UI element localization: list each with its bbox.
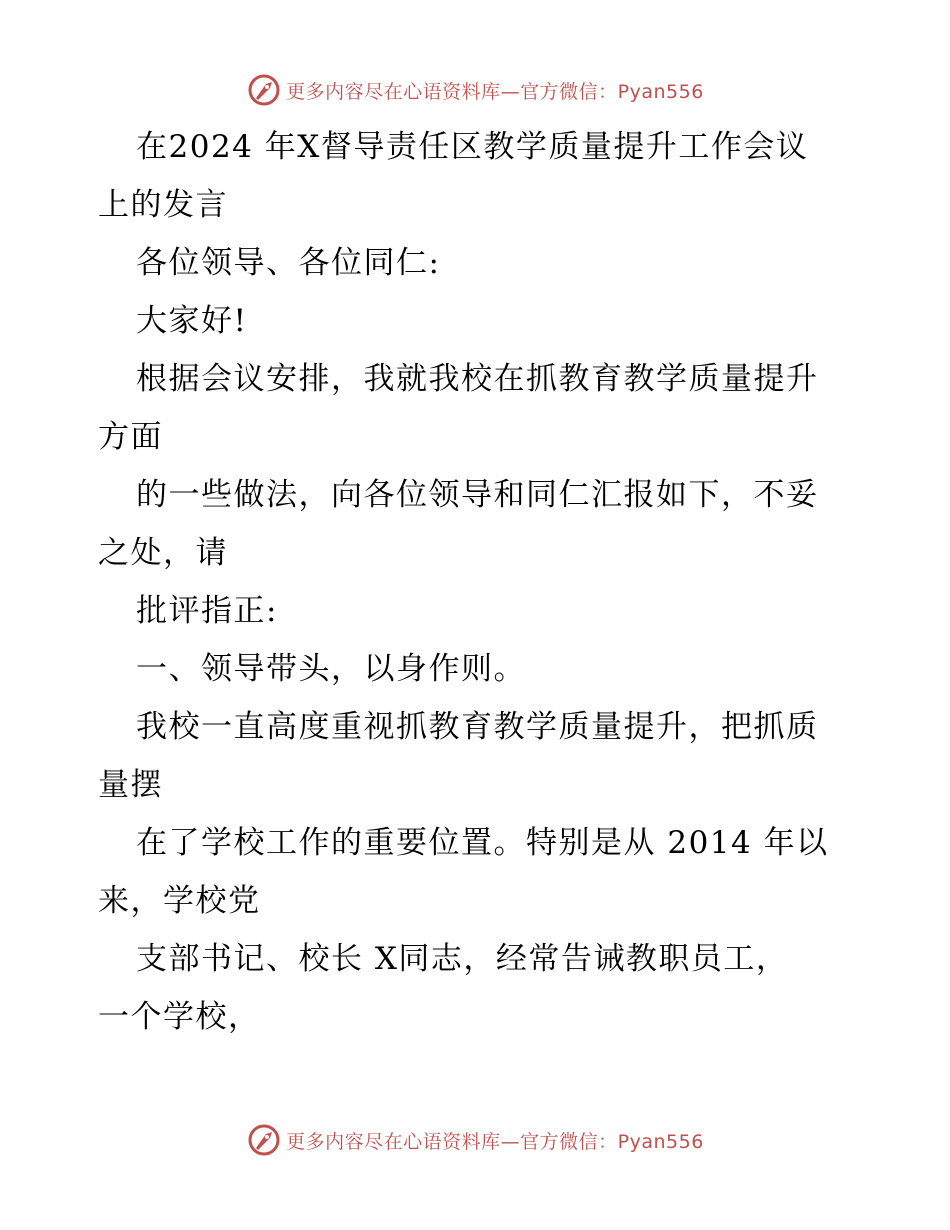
body-line: 支部书记、校长 X同志，经常告诫教职员工， [136,941,789,977]
body-line: 一、领导带头，以身作则。 [136,651,526,687]
body-line: 在了学校工作的重要位置。特别是从 2014 年以 [136,825,829,861]
body-line: 的一些做法，向各位领导和同仁汇报如下，不妥 [136,477,819,513]
body-line: 批评指正: [136,593,278,629]
body-line: 我校一直高度重视抓教育教学质量提升，把抓质 [136,709,819,745]
body-line: 之处，请 [98,535,228,571]
header-text: 更多内容尽在心语资料库—官方微信：Pyan556 [286,80,704,103]
body-line: 上的发言 [98,187,228,223]
body-line: 来，学校党 [98,883,261,919]
pen-nib-circle-icon [246,72,282,108]
body-line: 量摆 [98,767,163,803]
body-line: 各位领导、各位同仁: [136,245,441,281]
body-line: 在2024 年X督导责任区教学质量提升工作会议 [136,129,809,165]
header-banner [0,70,950,110]
body-line: 大家好! [136,303,248,339]
body-line: 根据会议安排，我就我校在抓教育教学质量提升 [136,361,819,397]
pen-nib-circle-icon [246,1122,282,1158]
document-body [98,118,858,1046]
footer-banner [0,1120,950,1160]
body-line: 方面 [98,419,163,455]
footer-text: 更多内容尽在心语资料库—官方微信：Pyan556 [286,1130,704,1153]
body-line: 一个学校， [98,999,261,1035]
